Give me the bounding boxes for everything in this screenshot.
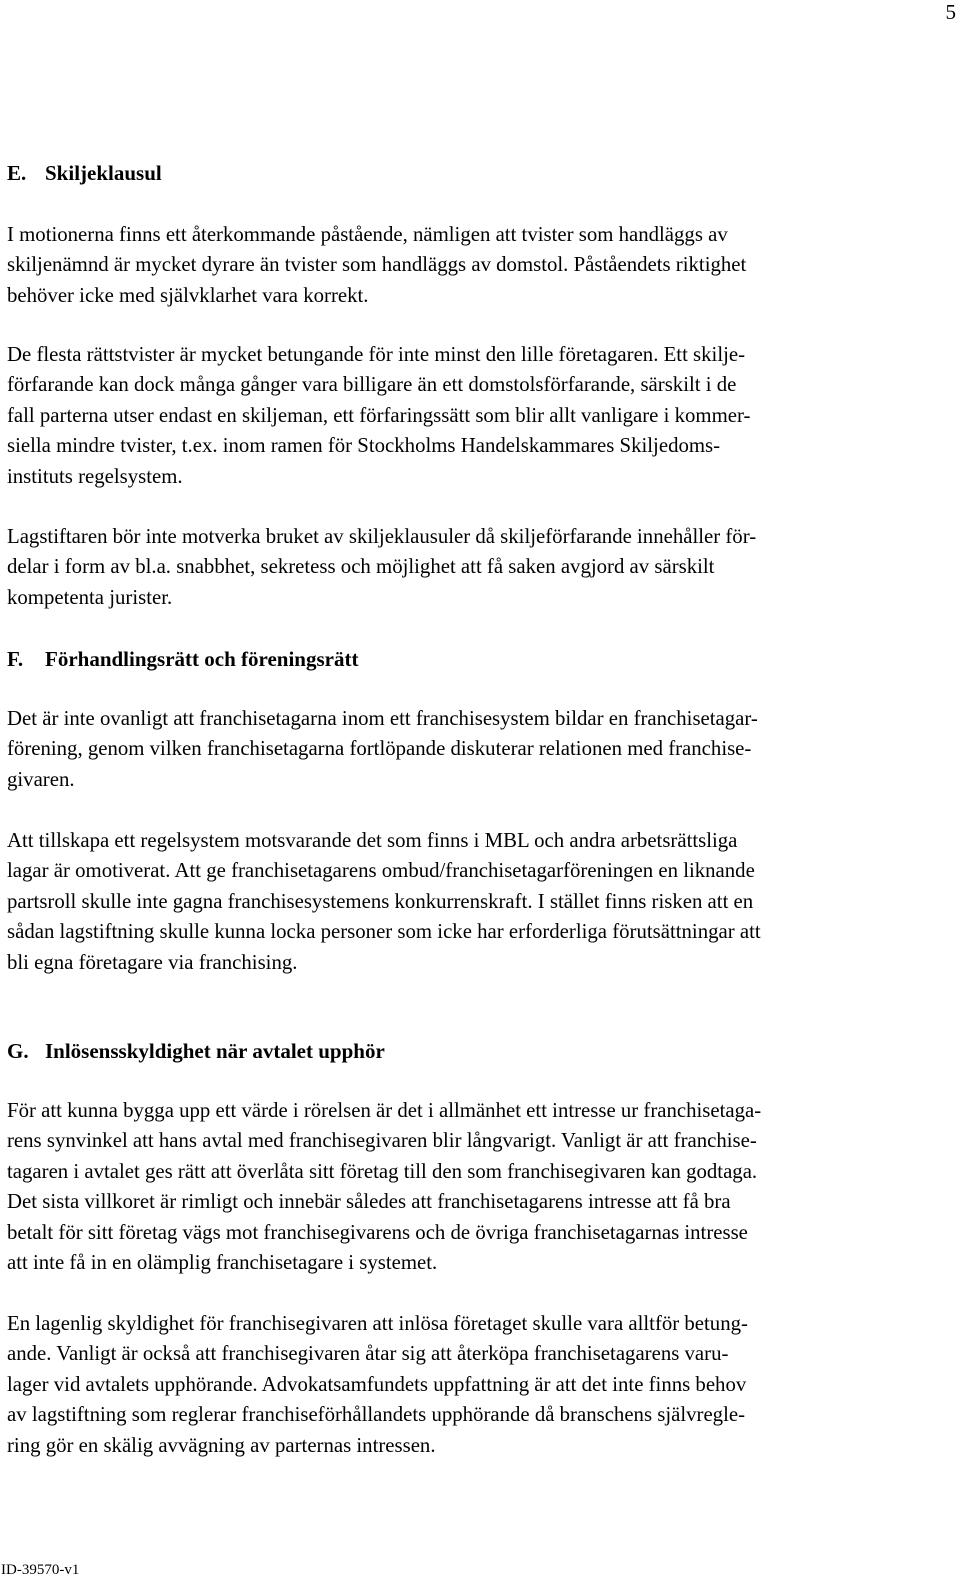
paragraph <box>7 826 761 978</box>
text-line: partsroll skulle inte gagna franchisesystemens konkurrenskraft. I stället finns risken att en <box>7 889 754 913</box>
text-line: Lagstiftaren bör inte motverka bruket av skiljeklausuler då skiljeförfarande innehåller för- <box>7 525 757 548</box>
document-id: ID-39570-v1 <box>1 1562 80 1578</box>
paragraph <box>7 220 746 311</box>
text-line: tagaren i avtalet ges rätt att överlåta sitt företag till den som franchisegivaren kan godtaga. <box>7 1159 758 1183</box>
section-heading-f <box>7 649 358 670</box>
text-line: sådan lagstiftning skulle kunna locka personer som icke har erforderliga förutsättningar att <box>7 920 761 944</box>
text-line: Att tillskapa ett regelsystem motsvarande det som finns i MBL och andra arbetsrättsliga <box>7 829 738 852</box>
text-line: behöver icke med självklarhet vara korrekt. <box>7 283 369 307</box>
paragraph <box>7 522 756 613</box>
section-letter: G. <box>7 1039 29 1063</box>
paragraph <box>7 1309 748 1461</box>
section-title: Förhandlingsrätt och föreningsrätt <box>45 647 359 671</box>
text-line: ring gör en skälig avvägning av parternas intressen. <box>7 1433 436 1457</box>
text-line: instituts regelsystem. <box>7 464 183 488</box>
text-line: lager vid avtalets upphörande. Advokatsamfundets uppfattning är att det inte finns behov <box>7 1372 747 1396</box>
text-line: förening, genom vilken franchisetagarna fortlöpande diskuterar relationen med franchise- <box>7 737 752 761</box>
section-heading-g <box>7 1041 385 1062</box>
text-line: Det är inte ovanligt att franchisetagarna inom ett franchisesystem bildar en franchisetagar- <box>7 707 758 730</box>
text-line: skiljenämnd är mycket dyrare än tvister som handläggs av domstol. Påståendets riktighet <box>7 253 747 277</box>
text-line: bli egna företagare via franchising. <box>7 950 298 974</box>
text-line: delar i form av bl.a. snabbhet, sekretess och möjlighet att få saken avgjord av särskilt <box>7 555 715 579</box>
text-line: att inte få in en olämplig franchisetagare i systemet. <box>7 1251 438 1275</box>
text-line: fall parterna utser endast en skiljeman, ett förfaringssätt som blir allt vanligare i kommer- <box>7 403 751 427</box>
page-number: 5 <box>945 0 956 24</box>
text-line: siella mindre tvister, t.ex. inom ramen för Stockholms Handelskammares Skiljedoms- <box>7 434 721 458</box>
text-line: ande. Vanligt är också att franchisegivaren åtar sig att återköpa franchisetagarens varu- <box>7 1342 729 1366</box>
section-letter: E. <box>7 161 27 185</box>
section-title: Skiljeklausul <box>45 161 162 185</box>
paragraph <box>7 704 758 795</box>
text-line: betalt för sitt företag vägs mot franchisegivarens och de övriga franchisetagarnas intresse <box>7 1220 748 1244</box>
text-line: förfarande kan dock många gånger vara billigare än ett domstolsförfarande, särskilt i de <box>7 373 737 397</box>
text-line: En lagenlig skyldighet för franchisegivaren att inlösa företaget skulle vara alltför betung- <box>7 1312 748 1335</box>
text-line: De flesta rättstvister är mycket betungande för inte minst den lille företagaren. Ett skilje- <box>7 343 746 366</box>
text-line: I motionerna finns ett återkommande påstående, nämligen att tvister som handläggs av <box>7 223 728 246</box>
text-line: givaren. <box>7 767 75 791</box>
section-title: Inlösensskyldighet när avtalet upphör <box>45 1039 385 1063</box>
text-line: av lagstiftning som reglerar franchiseförhållandets upphörande då branschens självregle- <box>7 1403 746 1427</box>
text-line: rens synvinkel att hans avtal med franchisegivaren blir långvarigt. Vanligt är att franchise- <box>7 1129 757 1153</box>
section-letter: F. <box>7 647 24 671</box>
section-heading-e <box>7 163 162 184</box>
text-line: kompetenta jurister. <box>7 585 173 609</box>
text-line: För att kunna bygga upp ett värde i rörelsen är det i allmänhet ett intresse ur franchisetaga- <box>7 1099 762 1122</box>
text-line: Det sista villkoret är rimligt och innebär således att franchisetagarens intresse att få bra <box>7 1190 731 1214</box>
paragraph <box>7 340 750 492</box>
paragraph <box>7 1096 761 1278</box>
text-line: lagar är omotiverat. Att ge franchisetagarens ombud/franchisetagarföreningen en liknande <box>7 859 755 883</box>
